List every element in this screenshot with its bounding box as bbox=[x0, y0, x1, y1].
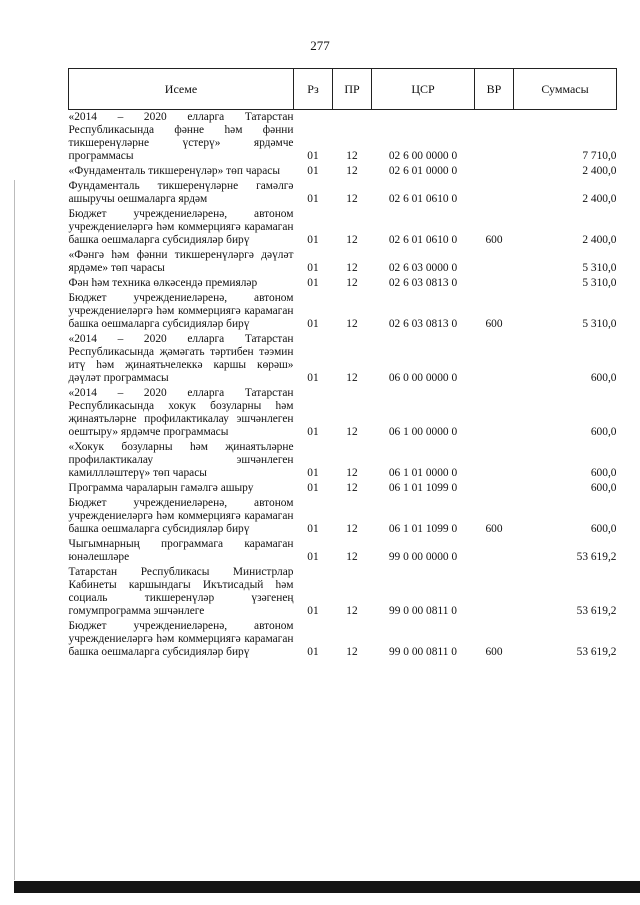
budget-table bbox=[68, 68, 617, 660]
row-sum: 53 619,2 bbox=[576, 551, 617, 563]
table-row bbox=[69, 207, 617, 248]
row-csr: 99 0 00 0811 0 bbox=[389, 646, 457, 658]
row-vr bbox=[475, 386, 514, 440]
row-pr: 12 bbox=[346, 318, 358, 330]
row-csr: 06 1 01 1099 0 bbox=[388, 482, 458, 494]
row-sum: 2 400,0 bbox=[582, 165, 617, 177]
row-name: «2014 – 2020 елларга Татарстан Республикасында хокук бозуларны һәм җинаятьләрне профилактикалау эшчәнлеген оештыру» ярдәмче программасы bbox=[68, 387, 294, 438]
row-name: «Фәнгә һәм фәнни тикшеренүләргә дәүләт ярдәме» төп чарасы bbox=[68, 249, 294, 274]
row-name: «Хокук бозуларны һәм җинаятьләрне профилактикалау эшчәнлеген камиллләштерү» төп чарасы bbox=[68, 441, 294, 479]
row-name: «Фундаменталь тикшеренүләр» төп чарасы bbox=[68, 165, 281, 177]
row-rz: 01 bbox=[307, 318, 319, 330]
row-vr bbox=[475, 537, 514, 565]
row-vr: 600 bbox=[485, 646, 503, 658]
row-sum: 53 619,2 bbox=[576, 646, 617, 658]
row-csr: 06 0 00 0000 0 bbox=[388, 372, 458, 384]
row-name: Программа чараларын гамәлгә ашыру bbox=[68, 482, 254, 494]
row-sum: 600,0 bbox=[590, 523, 617, 535]
row-name: Бюджет учреждениеләренә, автоном учреждениеләргә һәм коммерциягә карамаган башка оешмаларга субсидияләр бирү bbox=[68, 620, 294, 658]
row-vr bbox=[475, 164, 514, 179]
row-sum: 5 310,0 bbox=[582, 277, 617, 289]
row-rz: 01 bbox=[307, 165, 319, 177]
row-pr: 12 bbox=[346, 165, 358, 177]
column-header-csr: ЦСР bbox=[372, 69, 475, 110]
column-header-pr: ПР bbox=[333, 69, 372, 110]
row-sum: 600,0 bbox=[590, 467, 617, 479]
row-pr: 12 bbox=[346, 523, 358, 535]
row-pr: 12 bbox=[346, 150, 358, 162]
scan-edge-line bbox=[14, 180, 15, 880]
row-vr bbox=[475, 248, 514, 276]
row-name: Бюджет учреждениеләренә, автоном учреждениеләргә һәм коммерциягә карамаган башка оешмаларга субсидияләр бирү bbox=[68, 497, 294, 535]
row-csr: 02 6 03 0813 0 bbox=[388, 277, 458, 289]
row-csr: 06 1 01 1099 0 bbox=[388, 523, 458, 535]
page-number: 277 bbox=[310, 38, 330, 53]
column-header-name: Исеме bbox=[69, 69, 294, 110]
row-pr: 12 bbox=[346, 277, 358, 289]
row-name: Бюджет учреждениеләренә, автоном учреждениеләргә һәм коммерциягә карамаган башка оешмаларга субсидияләр бирү bbox=[68, 208, 294, 246]
row-rz: 01 bbox=[307, 150, 319, 162]
row-vr bbox=[475, 440, 514, 481]
row-csr: 02 6 01 0000 0 bbox=[388, 165, 458, 177]
table-row bbox=[69, 386, 617, 440]
table-row bbox=[69, 619, 617, 660]
table-row bbox=[69, 110, 617, 165]
row-vr bbox=[475, 110, 514, 165]
table-row bbox=[69, 164, 617, 179]
row-name: Фән һәм техника өлкәсендә премияләр bbox=[68, 277, 258, 289]
row-name: «2014 – 2020 елларга Татарстан Республикасында җәмәгать тәртибен тәэмин итү һәм җинаятьчелеккә каршы көрәш» дәүләт программасы bbox=[68, 333, 294, 384]
scan-bottom-edge bbox=[14, 881, 640, 893]
row-csr: 99 0 00 0811 0 bbox=[389, 605, 457, 617]
row-sum: 600,0 bbox=[590, 482, 617, 494]
row-rz: 01 bbox=[307, 523, 319, 535]
column-header-vr: ВР bbox=[475, 69, 514, 110]
row-pr: 12 bbox=[346, 262, 358, 274]
row-pr: 12 bbox=[346, 426, 358, 438]
row-name: Бюджет учреждениеләренә, автоном учреждениеләргә һәм коммерциягә карамаган башка оешмаларга субсидияләр бирү bbox=[68, 292, 294, 330]
row-pr: 12 bbox=[346, 605, 358, 617]
row-csr: 02 6 00 0000 0 bbox=[388, 150, 458, 162]
row-rz: 01 bbox=[307, 277, 319, 289]
table-row bbox=[69, 481, 617, 496]
row-name: Фундаменталь тикшеренүләрне гамәлгә ашыручы оешмаларга ярдәм bbox=[68, 180, 294, 205]
row-vr bbox=[475, 481, 514, 496]
row-rz: 01 bbox=[307, 193, 319, 205]
table-header-row bbox=[69, 69, 617, 110]
table-row bbox=[69, 291, 617, 332]
row-vr bbox=[475, 565, 514, 619]
row-rz: 01 bbox=[307, 426, 319, 438]
row-pr: 12 bbox=[346, 193, 358, 205]
row-sum: 2 400,0 bbox=[582, 193, 617, 205]
row-pr: 12 bbox=[346, 467, 358, 479]
row-rz: 01 bbox=[307, 482, 319, 494]
row-pr: 12 bbox=[346, 372, 358, 384]
column-header-sum: Суммасы bbox=[514, 69, 617, 110]
row-pr: 12 bbox=[346, 551, 358, 563]
row-rz: 01 bbox=[307, 605, 319, 617]
row-vr: 600 bbox=[485, 318, 503, 330]
row-rz: 01 bbox=[307, 234, 319, 246]
row-rz: 01 bbox=[307, 372, 319, 384]
table-row bbox=[69, 440, 617, 481]
row-pr: 12 bbox=[346, 482, 358, 494]
row-sum: 2 400,0 bbox=[582, 234, 617, 246]
row-rz: 01 bbox=[307, 262, 319, 274]
row-sum: 600,0 bbox=[590, 426, 617, 438]
row-csr: 06 1 01 0000 0 bbox=[388, 467, 458, 479]
row-name: «2014 – 2020 елларга Татарстан Республикасында фәнне һәм фәнни тикшеренүләрне үстерү» ярдәмче программасы bbox=[68, 111, 294, 162]
row-name: Чыгымнарның программага карамаган юнәлешләре bbox=[68, 538, 294, 563]
table-row bbox=[69, 496, 617, 537]
row-pr: 12 bbox=[346, 234, 358, 246]
row-pr: 12 bbox=[346, 646, 358, 658]
table-row bbox=[69, 276, 617, 291]
row-csr: 02 6 01 0610 0 bbox=[388, 234, 458, 246]
row-csr: 02 6 03 0813 0 bbox=[388, 318, 458, 330]
row-sum: 5 310,0 bbox=[582, 318, 617, 330]
row-vr: 600 bbox=[485, 523, 503, 535]
table-row bbox=[69, 537, 617, 565]
row-sum: 53 619,2 bbox=[576, 605, 617, 617]
table-row bbox=[69, 565, 617, 619]
table-row bbox=[69, 179, 617, 207]
table-row bbox=[69, 332, 617, 386]
row-sum: 5 310,0 bbox=[582, 262, 617, 274]
row-vr: 600 bbox=[485, 234, 503, 246]
row-csr: 99 0 00 0000 0 bbox=[388, 551, 458, 563]
row-vr bbox=[475, 179, 514, 207]
row-name: Татарстан Республикасы Министрлар Кабинеты каршындагы Икътисадый һәм социаль тикшеренүләр үзәгенең гомумпрограмма эшчәнлеге bbox=[68, 566, 294, 617]
row-csr: 02 6 01 0610 0 bbox=[388, 193, 458, 205]
row-sum: 7 710,0 bbox=[582, 150, 617, 162]
row-csr: 02 6 03 0000 0 bbox=[388, 262, 458, 274]
row-vr bbox=[475, 332, 514, 386]
row-csr: 06 1 00 0000 0 bbox=[388, 426, 458, 438]
row-rz: 01 bbox=[307, 551, 319, 563]
row-vr bbox=[475, 276, 514, 291]
row-rz: 01 bbox=[307, 467, 319, 479]
row-rz: 01 bbox=[307, 646, 319, 658]
column-header-rz: Рз bbox=[294, 69, 333, 110]
row-sum: 600,0 bbox=[590, 372, 617, 384]
table-row bbox=[69, 248, 617, 276]
